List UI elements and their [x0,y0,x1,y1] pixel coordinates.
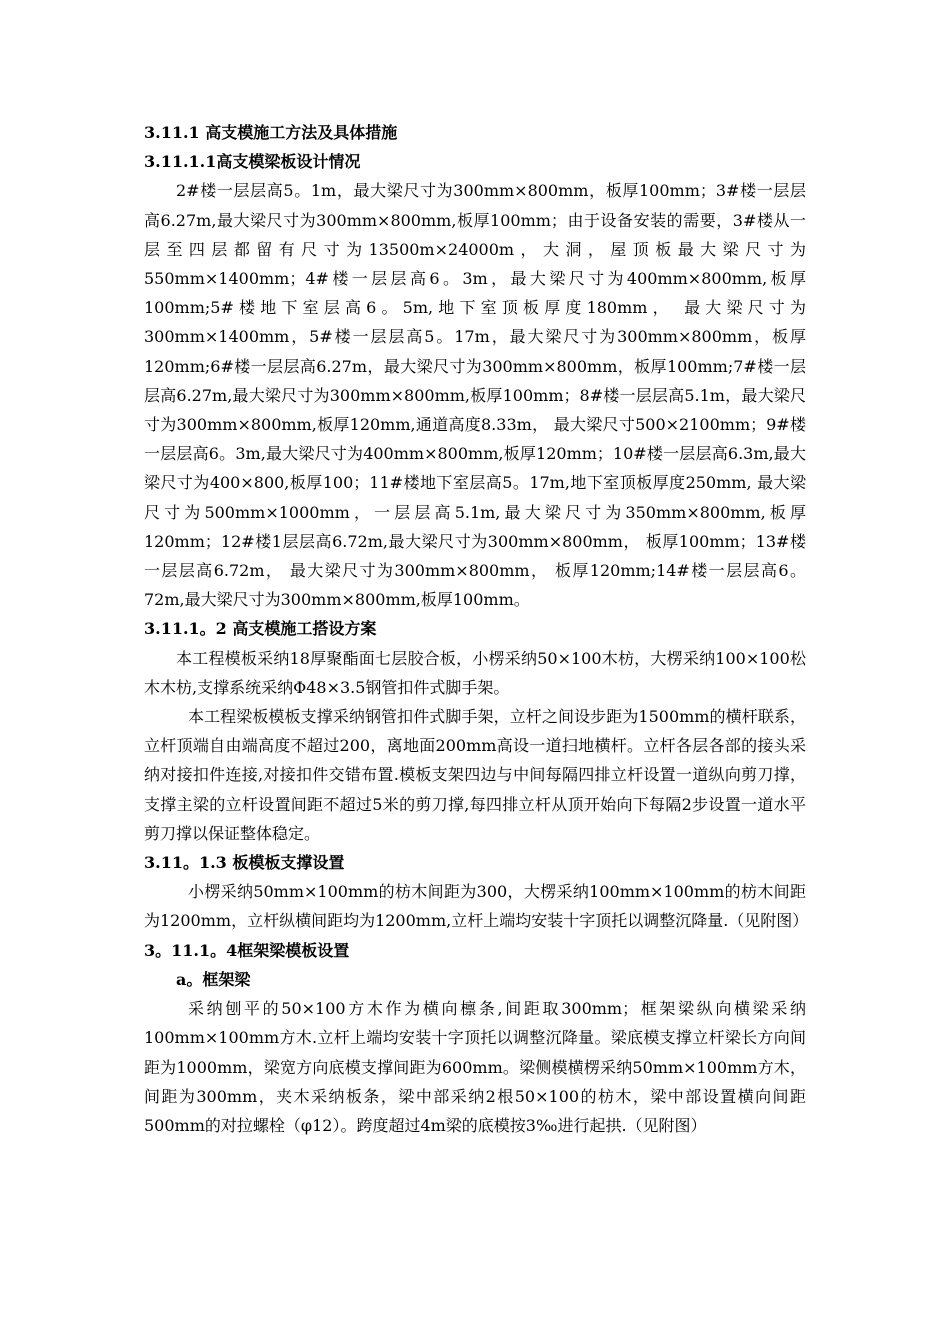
section-heading-3-11-1-3: 3.11。1.3 板模板支撑设置 [144,853,345,873]
section-heading-3-11-1-4: 3。11.1。4框架梁模板设置 [144,940,350,960]
paragraph-frame-beam: 采纳刨平的50×100方木作为横向檩条,间距取300mm；框架梁纵向横梁采纳100mm×100mm方木.立杆上端均安装十字顶托以调整沉降量。梁底模支撑立杆梁长方向间距为1000mm，梁宽方向底模支撑间距为600mm。梁侧模横楞采纳50mm×100mm方木，间距为300mm，夹木采纳板条，梁中部采纳2根50×100的枋木，梁中部设置横向间距500mm的对拉螺栓（φ12）。跨度超过4m梁的底模按3‰进行起拱.（见附图） [144,999,806,1135]
paragraph-slab-support: 小楞采纳50mm×100mm的枋木间距为300，大楞采纳100mm×100mm的枋木间距为1200mm，立杆纵横间距均为1200mm,立杆上端均安装十字顶托以调整沉降量.（见附图） [144,882,809,931]
paragraph-design-details: 2#楼一层层高5。1m，最大梁尺寸为300mm×800mm，板厚100mm；3#楼一层层高6.27m,最大梁尺寸为300mm×800mm,板厚100mm；由于设备安装的需要，3#楼从一层至四层都留有尺寸为13500m×24000m，大洞，屋顶板最大梁尺寸为550mm×1400mm；4#楼一层层高6。3m，最大梁尺寸为400mm×800mm,板厚100mm;5#楼地下室层高6。5m,地下室顶板厚度180mm， 最大梁尺寸为300mm×1400mm，5#楼一层层高5。17m，最大梁尺寸为300mm×800mm，板厚120mm;6#楼一层层高6.27m，最大梁尺寸为300mm×800mm，板厚100mm;7#楼一层层高6.27m,最大梁尺寸为300mm×800mm,板厚100mm；8#楼一层层高5.1m，最大梁尺寸为300mm×800mm,板厚120mm,通道高度8.33m， 最大梁尺寸500×2100mm；9#楼一层层高6。3m,最大梁尺寸为400mm×800mm,板厚120mm；10#楼一层层高6.3m,最大梁尺寸为400×800,板厚100；11#楼地下室层高5。17m,地下室顶板厚度250mm, 最大梁尺寸为500mm×1000mm，一层层高5.1m,最大梁尺寸为350mm×800mm,板厚120mm；12#楼1层层高6.72m,最大梁尺寸为300mm×800mm， 板厚100mm；13#楼一层层高6.72m， 最大梁尺寸为300mm×800mm， 板厚120mm;14#楼一层层高6。72m,最大梁尺寸为300mm×800mm,板厚100mm。 [144,181,806,610]
paragraph-support-scheme: 本工程梁板模板支撑采纳钢管扣件式脚手架，立杆之间设步距为1500mm的横杆联系，立杆顶端自由端高度不超过200，离地面200mm高设一道扫地横杆。立杆各层各部的接头采纳对接扣件连接,对接扣件交错布置.模板支架四边与中间每隔四排立杆设置一道纵向剪刀撑，支撑主梁的立杆设置间距不超过5米的剪刀撑,每四排立杆从顶开始向下每隔2步设置一道水平剪刀撑以保证整体稳定。 [144,707,806,843]
subheading-frame-beam: a。框架梁 [176,969,251,989]
paragraph-formwork-materials: 本工程模板采纳18厚聚酯面七层胶合板，小楞采纳50×100木枋，大楞采纳100×100松木木枋,支撑系统采纳Φ48×3.5钢管扣件式脚手架。 [144,648,806,697]
section-heading-3-11-1-2: 3.11.1。2 高支模施工搭设方案 [144,619,377,639]
section-heading-3-11-1: 3.11.1 高支模施工方法及具体措施 [144,123,398,142]
section-heading-3-11-1-1: 3.11.1.1高支模梁板设计情况 [144,152,361,172]
document-body [144,118,809,1140]
